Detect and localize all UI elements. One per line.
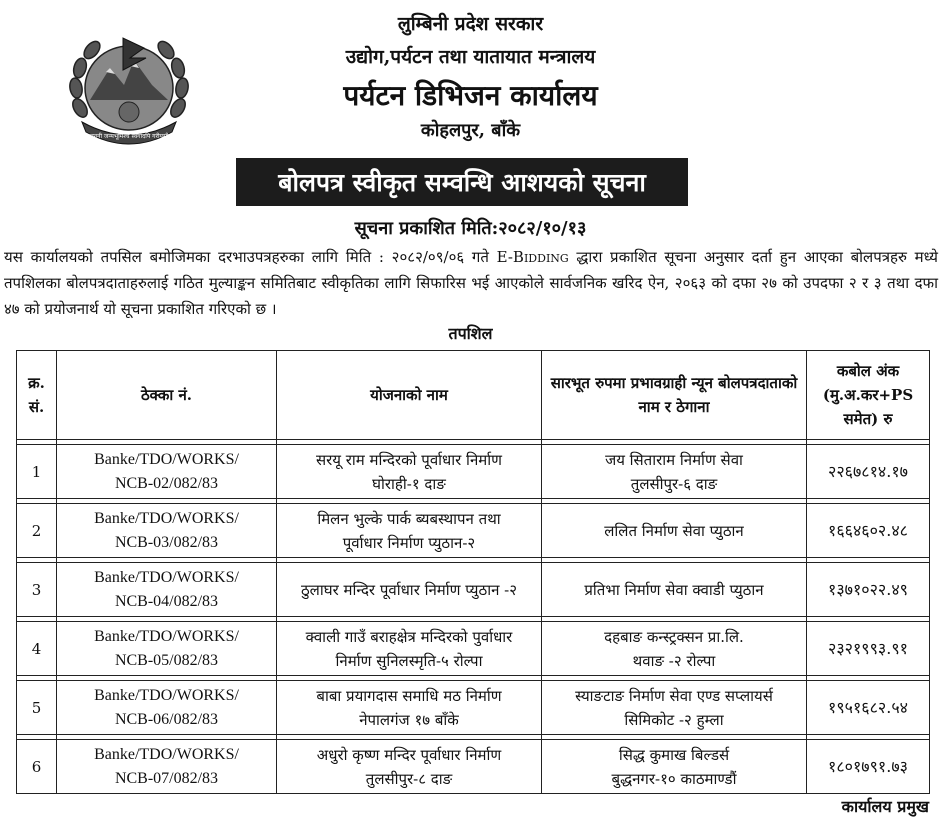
- ministry-name: उद्योग,पर्यटन तथा यातायात मन्त्रालय: [345, 46, 596, 68]
- header-project: योजनाको नाम: [277, 351, 542, 440]
- award-table: [16, 350, 930, 794]
- row-amount: १६६४६०२.४८: [807, 504, 930, 558]
- header-bidder: सारभूत रुपमा प्रभावग्राही न्यून बोलपत्रदाताको नाम र ठेगाना: [542, 351, 807, 440]
- body-ebidding: E-Bidding: [496, 248, 569, 266]
- table-row: [17, 740, 930, 794]
- row-amount: १८०१७९१.७३: [807, 740, 930, 794]
- row-project: मिलन भुल्के पार्क ब्यबस्थापन तथा पूर्वाधार निर्माण प्युठान-२: [277, 504, 542, 558]
- row-contract: Banke/TDO/WORKS/ NCB-04/082/83: [57, 563, 277, 617]
- row-bidder: प्रतिभा निर्माण सेवा क्वाडी प्युठान: [542, 563, 807, 617]
- row-bidder: दहबाङ कन्स्ट्रक्सन प्रा.लि. थवाङ -२ रोल्पा: [542, 622, 807, 676]
- notice-body: [4, 244, 938, 322]
- row-contract: Banke/TDO/WORKS/ NCB-05/082/83: [57, 622, 277, 676]
- body-part-1: यस कार्यालयको तपसिल बमोजिमका दरभाउपत्रहरुका लागि मिति : २०८२/०९/०६ गते: [4, 248, 497, 266]
- row-project: ठुलाघर मन्दिर पूर्वाधार निर्माण प्युठान -२: [277, 563, 542, 617]
- row-project: सरयू राम मन्दिरको पूर्वाधार निर्माण घोराही-१ दाङ: [277, 445, 542, 499]
- publication-date: सूचना प्रकाशित मिति:२०८२/१०/१३: [354, 218, 587, 239]
- row-bidder: जय सिताराम निर्माण सेवा तुलसीपुर-६ दाङ: [542, 445, 807, 499]
- table-row: [17, 681, 930, 735]
- row-amount: १९५१६८२.५४: [807, 681, 930, 735]
- row-bidder: सिद्ध कुमाख बिल्डर्स बुद्धनगर-१० काठमाण्डौं: [542, 740, 807, 794]
- row-sn: 2: [17, 504, 57, 558]
- details-label: तपशिल: [448, 324, 493, 343]
- header-amount: कबोल अंक (मु.अ.कर+PS समेत) रु: [807, 351, 930, 440]
- row-contract: Banke/TDO/WORKS/ NCB-07/082/83: [57, 740, 277, 794]
- row-bidder: ललित निर्माण सेवा प्युठान: [542, 504, 807, 558]
- table-row: [17, 504, 930, 558]
- office-location: कोहलपुर, बाँके: [420, 120, 521, 141]
- signatory-title: कार्यालय प्रमुख: [841, 797, 929, 816]
- row-sn: 5: [17, 681, 57, 735]
- office-name: पर्यटन डिभिजन कार्यालय: [343, 79, 598, 112]
- province-name: लुम्बिनी प्रदेश सरकार: [397, 13, 544, 35]
- header-contract: ठेक्का नं.: [57, 351, 277, 440]
- table-row: [17, 622, 930, 676]
- svg-text:जननी जन्मभूमिश्च स्वर्गादपि गर: जननी जन्मभूमिश्च स्वर्गादपि गरीयसी: [89, 133, 169, 140]
- row-contract: Banke/TDO/WORKS/ NCB-06/082/83: [57, 681, 277, 735]
- row-project: अधुरो कृष्ण मन्दिर पूर्वाधार निर्माण तुलसीपुर-८ दाङ: [277, 740, 542, 794]
- notice-title-banner: बोलपत्र स्वीकृत सम्वन्धि आशयको सूचना: [236, 158, 688, 206]
- row-amount: २३२१९९३.९१: [807, 622, 930, 676]
- row-sn: 6: [17, 740, 57, 794]
- row-amount: २२६७८१४.१७: [807, 445, 930, 499]
- row-contract: Banke/TDO/WORKS/ NCB-02/082/83: [57, 445, 277, 499]
- row-project: बाबा प्रयागदास समाधि मठ निर्माण नेपालगंज १७ बाँके: [277, 681, 542, 735]
- row-sn: 4: [17, 622, 57, 676]
- row-contract: Banke/TDO/WORKS/ NCB-03/082/83: [57, 504, 277, 558]
- row-sn: 3: [17, 563, 57, 617]
- header-sn: क्र. सं.: [17, 351, 57, 440]
- row-amount: १३७१०२२.४९: [807, 563, 930, 617]
- row-project: क्वाली गाउँ बराहक्षेत्र मन्दिरको पुर्वाधार निर्माण सुनिलस्मृति-५ रोल्पा: [277, 622, 542, 676]
- table-row: [17, 445, 930, 499]
- row-bidder: स्याङटाङ निर्माण सेवा एण्ड सप्लायर्स सिमिकोट -२ हुम्ला: [542, 681, 807, 735]
- table-header-row: [17, 351, 930, 440]
- body-part-2: द्धारा प्रकाशित सूचना अनुसार दर्ता हुन आएका बोलपत्रहरु मध्ये तपशिलका बोलपत्रदाताहरुलाई गठित मुल्याङ्कन समितिबाट स्वीकृतिका लागि सिफारिस भई आएकोले सार्वजनिक खरिद ऐन, २०६३ को दफा २७ को उपदफा २ र ३ तथा दफा ४७ को प्रयोजनार्थ यो सूचना प्रकाशित गरिएको छ ।: [4, 248, 938, 318]
- table-row: [17, 563, 930, 617]
- row-sn: 1: [17, 445, 57, 499]
